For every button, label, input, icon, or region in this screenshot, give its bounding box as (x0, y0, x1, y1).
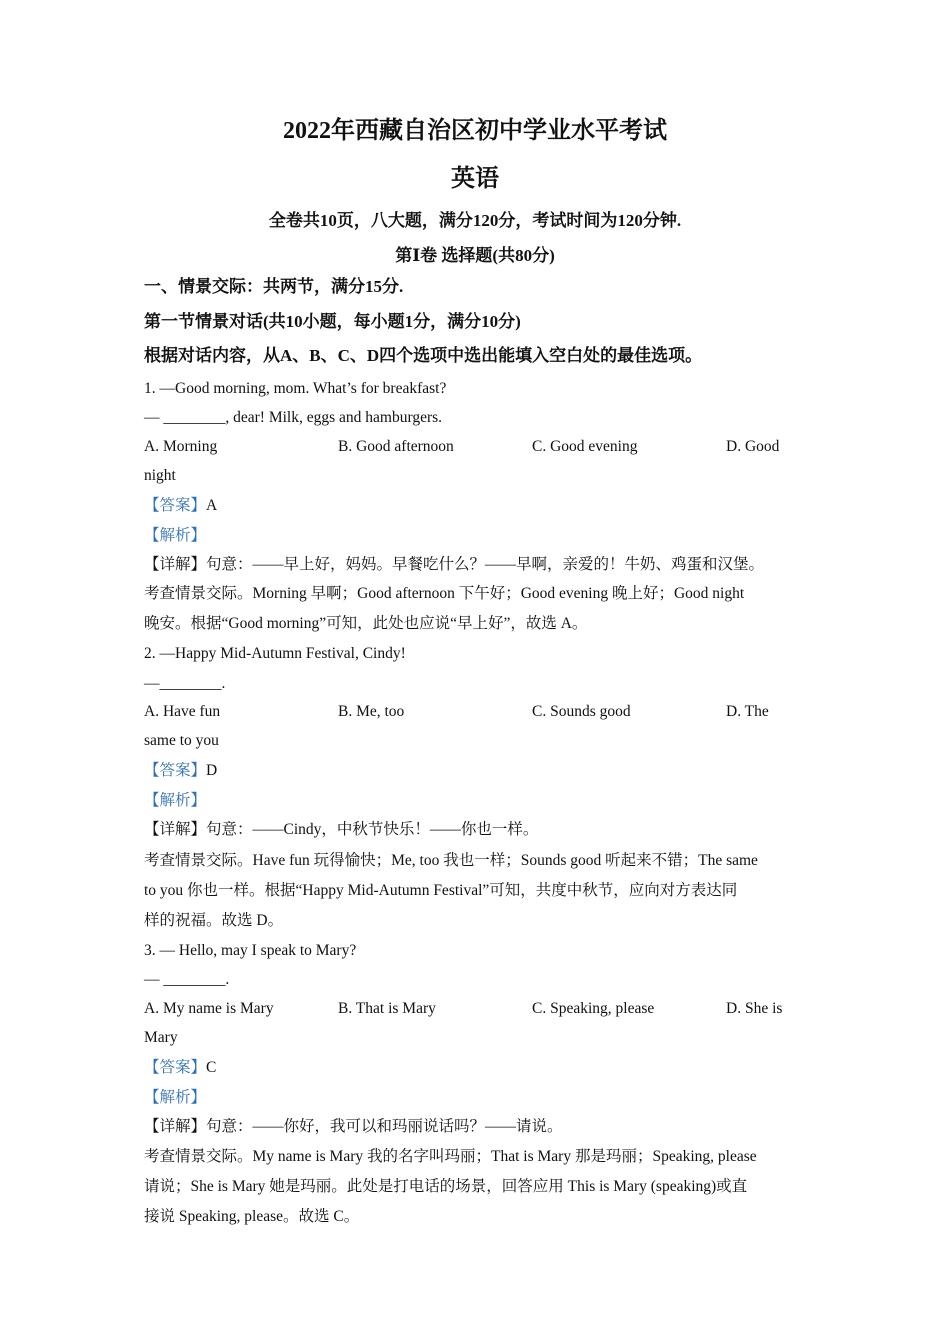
answer-line (144, 761, 217, 781)
question-reply: — ________, dear! Milk, eggs and hamburgers. (144, 409, 443, 426)
detail-line: to you 你也一样。根据“Happy Mid-Autumn Festival”可知，共度中秋节，应向对方表达同 (144, 882, 738, 899)
option-c: C. Good evening (532, 438, 638, 455)
option-b: B. Good afternoon (338, 438, 454, 455)
detail-line: 样的祝福。故选 D。 (144, 912, 284, 929)
detail-line: 接说 Speaking, please。故选 C。 (144, 1208, 360, 1225)
option-wrap: same to you (144, 732, 219, 749)
question-prompt: 2. —Happy Mid-Autumn Festival, Cindy! (144, 645, 406, 662)
answer-line (144, 496, 217, 516)
analysis-label: 【解析】 (144, 792, 207, 809)
answer-value: A (206, 497, 218, 514)
answer-value: D (206, 762, 218, 779)
question-prompt: 1. —Good morning, mom. What’s for breakfast? (144, 380, 447, 397)
question-reply: —________. (144, 675, 226, 692)
question-reply: — ________. (144, 971, 230, 988)
section-heading: 一、情景交际：共两节，满分15分. (144, 277, 404, 296)
analysis-label: 【解析】 (144, 1089, 207, 1106)
detail-line: 考查情景交际。Morning 早啊；Good afternoon 下午好；Good evening 晚上好；Good night (144, 585, 745, 602)
exam-intro: 全卷共10页，八大题，满分120分，考试时间为120分钟. (268, 211, 682, 230)
option-wrap: night (144, 467, 176, 484)
detail-line: 考查情景交际。Have fun 玩得愉快；Me, too 我也一样；Sounds good 听起来不错；The same (144, 852, 758, 869)
instruction: 根据对话内容，从A、B、C、D四个选项中选出能填入空白处的最佳选项。 (144, 346, 703, 365)
option-c: C. Speaking, please (532, 1000, 655, 1017)
detail-line: 【详解】句意：——Cindy，中秋节快乐！——你也一样。 (144, 821, 539, 838)
detail-line: 【详解】句意：——早上好，妈妈。早餐吃什么？——早啊，亲爱的！牛奶、鸡蛋和汉堡。 (144, 556, 765, 573)
detail-line: 晚安。根据“Good morning”可知，此处也应说“早上好”，故选 A。 (144, 615, 588, 632)
answer-label: 【答案】 (144, 1059, 207, 1076)
option-b: B. Me, too (338, 703, 405, 720)
option-d: D. She is (726, 1000, 783, 1017)
option-a: A. Have fun (144, 703, 221, 720)
part-heading: 第Ⅰ卷 选择题(共80分) (395, 246, 555, 265)
exam-subject: 英语 (451, 166, 499, 192)
answer-line (144, 1058, 216, 1078)
option-a: A. My name is Mary (144, 1000, 274, 1017)
option-a: A. Morning (144, 438, 218, 455)
subsection-heading: 第一节情景对话(共10小题，每小题1分，满分10分) (144, 312, 521, 331)
option-b: B. That is Mary (338, 1000, 436, 1017)
answer-label: 【答案】 (144, 762, 207, 779)
option-c: C. Sounds good (532, 703, 631, 720)
exam-title: 2022年西藏自治区初中学业水平考试 (283, 118, 667, 144)
detail-line: 请说；She is Mary 她是玛丽。此处是打电话的场景，回答应用 This is Mary (speaking)或直 (144, 1178, 748, 1195)
question-prompt: 3. — Hello, may I speak to Mary? (144, 942, 357, 959)
option-d: D. The (726, 703, 769, 720)
detail-line: 考查情景交际。My name is Mary 我的名字叫玛丽；That is Mary 那是玛丽；Speaking, please (144, 1148, 757, 1165)
analysis-label: 【解析】 (144, 527, 207, 544)
answer-label: 【答案】 (144, 497, 207, 514)
answer-value: C (206, 1059, 217, 1076)
option-d: D. Good (726, 438, 780, 455)
detail-line: 【详解】句意：——你好，我可以和玛丽说话吗？——请说。 (144, 1118, 563, 1135)
option-wrap: Mary (144, 1029, 178, 1046)
